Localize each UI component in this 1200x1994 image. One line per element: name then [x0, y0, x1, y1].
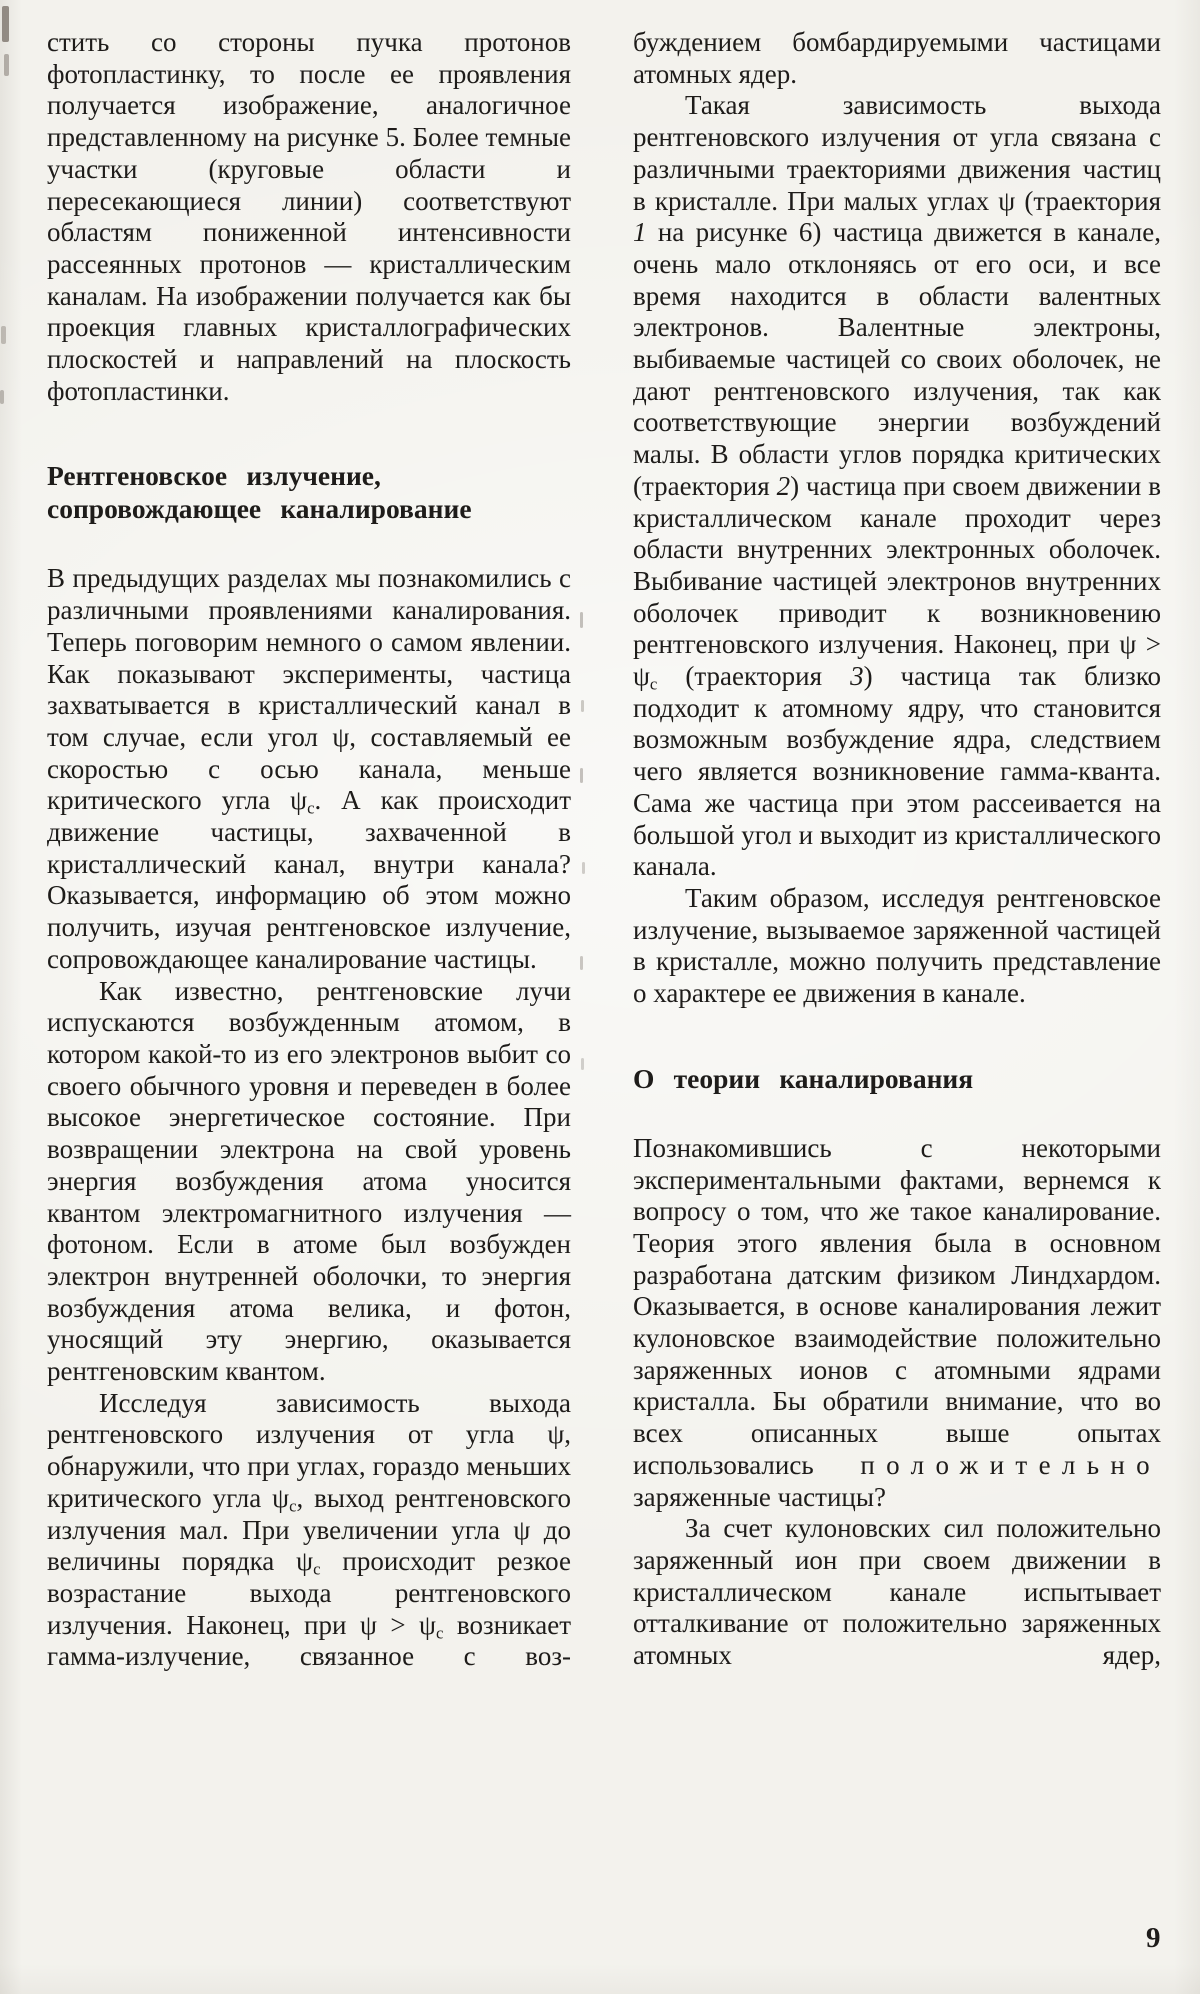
scan-gutter-artifact — [580, 768, 583, 783]
paragraph: В предыдущих разделах мы познакомились с различными проявлениями каналирования. Теперь поговорим немного о самом явлении. Как показывают эксперименты, частица захватывается в кристаллический канал в том случае, если угол ψ, составляемый ее скоростью с осью канала, меньше критического угла $\psi_c$. А как происходит движение частицы, захваченной в кристаллический канал, внутри канала? Оказывается, информацию об этом можно получить, изучая рентгеновское излучение, сопровождающее каналирование частицы. — [47, 563, 572, 974]
page-number: 9 — [1146, 1922, 1161, 1954]
letterspaced-emphasis: положительно — [860, 1449, 1161, 1480]
subscript: c — [307, 799, 315, 819]
italic-numeral: 3 — [850, 661, 864, 692]
scan-edge-artifact — [1, 326, 6, 344]
paragraph: буждением бомбардируемыми частицами атомных ядер. — [633, 27, 1161, 89]
scan-gutter-artifact — [581, 700, 584, 712]
italic-numeral: 1 — [633, 217, 647, 248]
scan-gutter-artifact — [580, 956, 583, 970]
scan-gutter-artifact — [581, 1058, 584, 1070]
section-heading-line: О теории каналирования — [633, 1062, 974, 1094]
section-heading-line: сопровождающее каналирование — [47, 493, 472, 525]
scan-edge-artifact — [2, 6, 9, 42]
paragraph: Исследуя зависимость выхода рентгеновского излучения от угла ψ, обнаружили, что при углах, гораздо меньших критического угла $\psi_c$, выход рентгеновского излучения мал. При увеличении угла ψ до величины порядка $\psi_c$ происходит резкое возрастание выхода рентгеновского излучения. Наконец, при $\psi > \psi_c$ возникает гамма-излучение, связанное с воз- — [47, 1387, 571, 1672]
subscript: c — [649, 674, 658, 694]
paragraph: Такая зависимость выхода рентгеновского излучения от угла связана с различными траекториями движения частиц в кристалле. При малых углах ψ (траектория 1 на рисунке 6) частица движется в канале, очень мало отклоняясь от его оси, и все время находится в области валентных электронов. Валентные электроны, выбиваемые частицей со своих оболочек, не дают рентгеновского излучения, так как соответствующие энергии возбуждений малы. В области углов порядка критических (траектория 2) частица при своем движении в кристаллическом канале проходит через области внутренних электронных оболочек. Выбивание частицей электронов внутренних оболочек приводит к возникновению рентгеновского излучения. Наконец, при $\psi > \psi_c$ (траектория 3) частица так близко подходит к атомному ядру, что становится возможным возбуждение ядра, следствием чего является возникновение гамма-кванта. Сама же частица при этом рассеивается на большой угол и выходит из кристаллического канала. — [633, 90, 1161, 882]
section-heading — [633, 1062, 1161, 1095]
section-heading-line: Рентгеновское излучение, — [47, 460, 381, 492]
subscript: c — [289, 1496, 297, 1516]
section-heading — [47, 459, 571, 525]
right-text-column — [633, 27, 1161, 1672]
scan-edge-artifact — [0, 390, 4, 404]
paragraph: Таким образом, исследуя рентгеновское излучение, вызываемое заряженной частицей в кристалле, можно получить представление о характере ее движения в канале. — [633, 882, 1161, 1009]
paragraph: Как известно, рентгеновские лучи испускаются возбужденным атомом, в котором какой-то из его электронов выбит со своего обычного уровня и переведен в более высокое энергетическое состояние. При возвращении электрона на свой уровень энергия возбуждения атома уносится квантом электромагнитного излучения — фотоном. Если в атоме был возбужден электрон внутренней оболочки, то энергия возбуждения атома велика, и фотон, уносящий эту энергию, оказывается рентгеновским квантом. — [47, 975, 571, 1387]
paragraph: Познакомившись с некоторыми экспериментальными фактами, вернемся к вопросу о том, что же такое каналирование. Теория этого явления была в основном разработана датским физиком Линдхардом. Оказывается, в основе каналирования лежит кулоновское взаимодействие положительно заряженных ионов с атомными ядрами кристалла. Бы обратили внимание, что во всех описанных выше опытах использовались положительно заряженные частицы? — [633, 1132, 1161, 1512]
scan-edge-artifact — [4, 54, 9, 76]
subscript: c — [313, 1559, 321, 1579]
paragraph: стить со стороны пучка протонов фотопластинку, то после ее проявления получается изображение, аналогичное представленному на рисунке 5. Более темные участки (круговые области и пересекающиеся линии) соответствуют областям пониженной интенсивности рассеянных протонов — кристаллическим каналам. На изображении получается как бы проекция главных кристаллографических плоскостей и направлений на плоскость фотопластинки. — [47, 27, 571, 406]
paragraph: За счет кулоновских сил положительно заряженный ион при своем движении в кристаллическом канале испытывает отталкивание от положительно заряженных атомных ядер, — [633, 1513, 1161, 1671]
italic-numeral: 2 — [776, 470, 791, 501]
left-text-column — [47, 27, 571, 1673]
scan-gutter-artifact — [582, 862, 585, 874]
subscript: c — [435, 1623, 444, 1643]
scan-gutter-artifact — [580, 612, 583, 628]
